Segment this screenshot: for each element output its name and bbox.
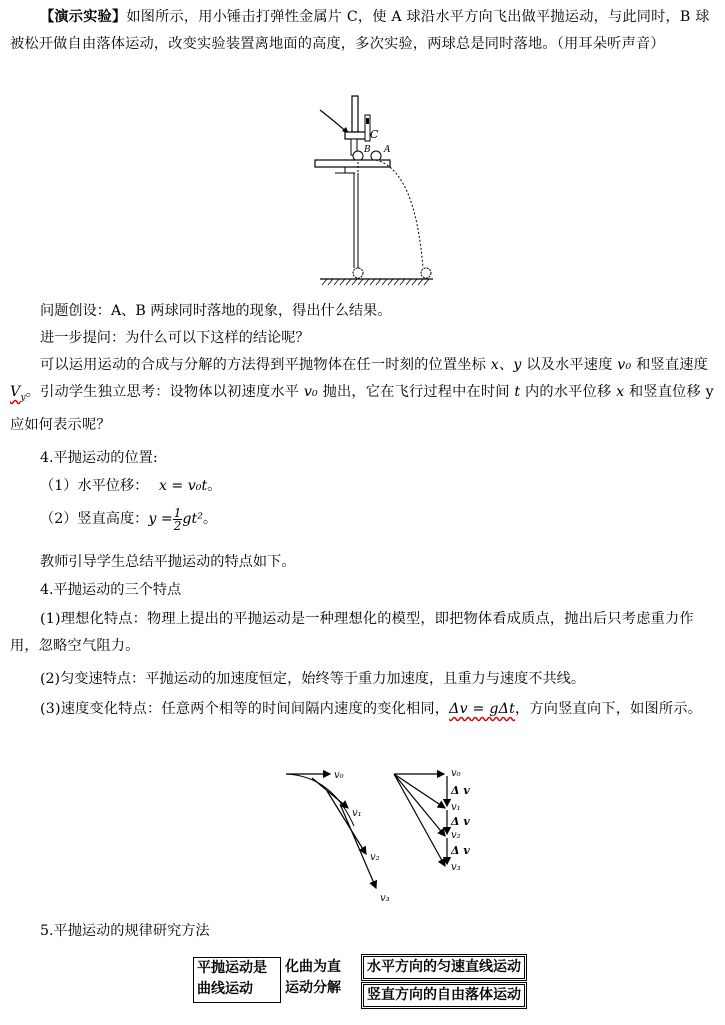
delta-v-3: Δ v [451, 844, 470, 857]
apparatus-figure [305, 90, 435, 290]
section-4-position-title: 4.平抛运动的位置: [40, 450, 158, 466]
feature-1: (1)理想化特点：物理上提出的平抛运动是一种理想化的模型，即把物体看成质点，抛出后只考虑重力作用，忽略空气阻力。 [10, 611, 694, 654]
left-label-v1: v₁ [352, 808, 362, 819]
right-label-v1: v₁ [451, 802, 461, 813]
paragraph-position-velocity: 可以运用运动的合成与分解的方法得到平抛物体在任一时刻的位置坐标 x、y 以及水平速度 v₀ 和竖直速度 $V_y$。引动学生独立思考：设物体以初速度水平 v₀ 抛出，它在飞行过程中在时间 t 内的水平位移 x 和竖直位移 y 应如何表示呢？ [10, 357, 714, 433]
intro-paragraph [10, 4, 716, 58]
delta-v-2: Δ v [451, 815, 470, 828]
intro-tag: 【演示实验】 [40, 9, 127, 25]
label-a: A [384, 145, 391, 155]
intro-text: 如图所示，用小锤击打弹性金属片 C，使 A 球沿水平方向飞出做平抛运动，与此同时，B 球被松开做自由落体运动，改变实验装置离地面的高度，多次实验，两球总是同时落地。（用耳朵听声音） [10, 9, 710, 52]
teacher-line: 教师引导学生总结平抛运动的特点如下。 [40, 554, 296, 570]
label-b: B [364, 145, 371, 155]
left-label-v0: v₀ [334, 770, 344, 781]
item-horizontal-displacement: （1）水平位移： x = v₀t。 [40, 478, 222, 494]
question-2: 进一步提问：为什么可以下这样的结论呢？ [40, 330, 310, 346]
right-label-v2: v₂ [451, 830, 461, 841]
question-1: 问题创设：A、B 两球同时落地的现象，得出什么结果。 [40, 303, 392, 319]
velocity-figure [282, 766, 482, 906]
section-5-title: 5.平抛运动的规律研究方法 [40, 923, 210, 939]
fraction-one-half: $\frac{1}{2}$ [173, 505, 182, 533]
feature-2: (2)匀变速特点：平抛运动的加速度恒定，始终等于重力加速度，且重力与速度不共线。 [40, 671, 586, 687]
left-label-v3: v₃ [380, 893, 390, 904]
box-decompose: 化曲为直 运动分解 [282, 957, 360, 1001]
box-vertical-free-fall: 竖直方向的自由落体运动 [363, 984, 525, 1007]
section-4-features-title: 4.平抛运动的三个特点 [40, 582, 182, 598]
box-horizontal-uniform: 水平方向的匀速直线运动 [363, 956, 525, 979]
feature-3: (3)速度变化特点：任意两个相等的时间间隔内速度的变化相同，Δv = gΔt，方向竖直向下，如图所示。 [40, 701, 703, 717]
left-label-v2: v₂ [370, 852, 380, 863]
label-c: C [370, 128, 379, 141]
right-label-v3: v₃ [451, 862, 461, 873]
item-vertical-height: （2）竖直高度：y = $\frac{1}{2}$ gt²。 [40, 505, 218, 533]
delta-v-1: Δ v [451, 784, 470, 797]
box-curve-motion: 平抛运动是 曲线运动 [193, 957, 281, 1003]
right-label-v0: v₀ [451, 768, 461, 779]
